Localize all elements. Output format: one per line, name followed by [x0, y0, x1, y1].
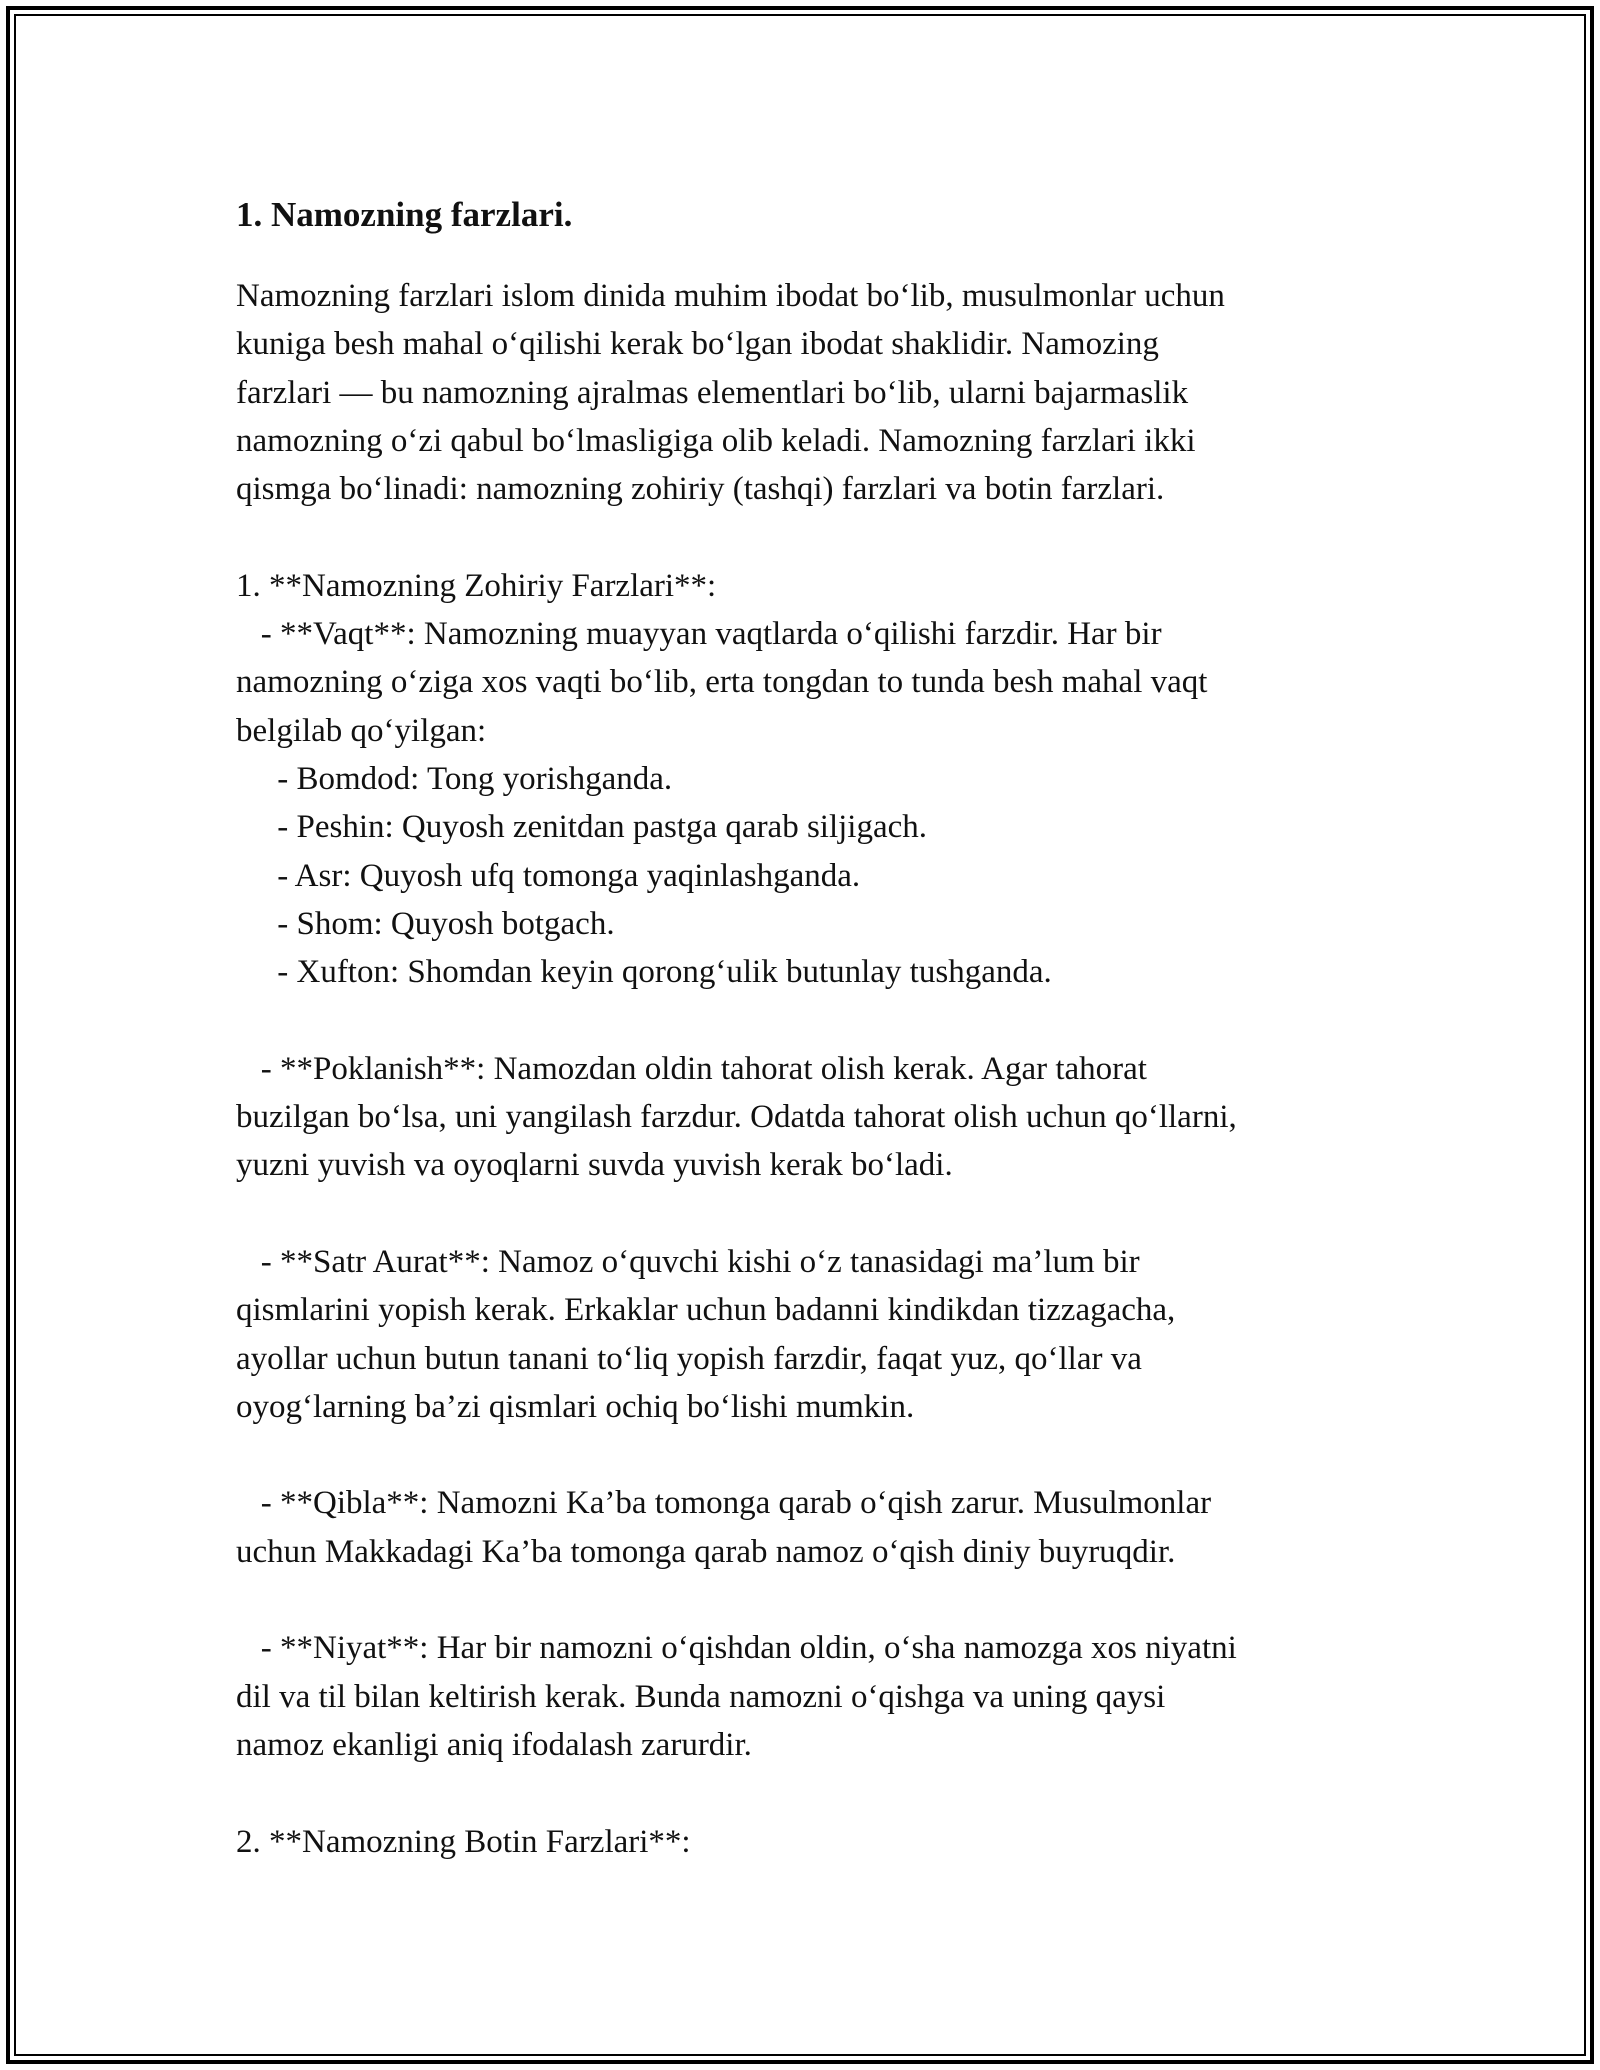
text-line: - **Qibla**: Namozni Ka’ba tomonga qarab o‘qish zarur. Musulmonlar	[236, 1485, 1212, 1522]
text-line: - Peshin: Quyosh zenitdan pastga qarab siljigach.	[236, 809, 928, 846]
text-line: kuniga besh mahal o‘qilishi kerak bo‘lgan ibodat shaklidir. Namozing	[236, 326, 1159, 363]
text-line: - Shom: Quyosh botgach.	[236, 905, 615, 942]
text-line: buzilgan bo‘lsa, uni yangilash farzdur. Odatda tahorat olish uchun qo‘llarni,	[236, 1099, 1237, 1136]
blank-line	[236, 513, 1376, 561]
text-line: namozning o‘ziga xos vaqti bo‘lib, erta tongdan to tunda besh mahal vaqt	[236, 664, 1208, 701]
text-line: namozning o‘zi qabul bo‘lmasligiga olib keladi. Namozning farzlari ikki	[236, 422, 1196, 459]
text-line: - **Poklanish**: Namozdan oldin tahorat olish kerak. Agar tahorat	[236, 1050, 1147, 1087]
blank-line	[236, 996, 1376, 1044]
document-page	[236, 185, 1376, 1866]
document-body	[236, 272, 1376, 1866]
document-heading: 1. Namozning farzlari.	[236, 195, 573, 234]
text-line: - Asr: Quyosh ufq tomonga yaqinlashganda.	[236, 857, 861, 894]
text-line: ayollar uchun butun tanani to‘liq yopish farzdir, faqat yuz, qo‘llar va	[236, 1340, 1142, 1377]
text-line: - **Niyat**: Har bir namozni o‘qishdan oldin, o‘sha namozga xos niyatni	[236, 1630, 1237, 1667]
text-line: uchun Makkadagi Ka’ba tomonga qarab namoz o‘qish diniy buyruqdir.	[236, 1533, 1176, 1570]
text-line: 1. **Namozning Zohiriy Farzlari**:	[236, 567, 717, 604]
text-line: namoz ekanligi aniq ifodalash zarurdir.	[236, 1726, 752, 1763]
text-line: oyog‘larning ba’zi qismlari ochiq bo‘lishi mumkin.	[236, 1388, 915, 1425]
text-line: - Xufton: Shomdan keyin qorong‘ulik butunlay tushganda.	[236, 954, 1052, 991]
text-line: - **Vaqt**: Namozning muayyan vaqtlarda o‘qilishi farzdir. Har bir	[236, 616, 1162, 653]
text-line: qismga bo‘linadi: namozning zohiriy (tashqi) farzlari va botin farzlari.	[236, 471, 1165, 508]
blank-line	[236, 1190, 1376, 1238]
text-line: - **Satr Aurat**: Namoz o‘quvchi kishi o‘z tanasidagi ma’lum bir	[236, 1243, 1140, 1280]
text-line: qismlarini yopish kerak. Erkaklar uchun badanni kindikdan tizzagacha,	[236, 1292, 1176, 1329]
text-line: dil va til bilan keltirish kerak. Bunda namozni o‘qishga va uning qaysi	[236, 1678, 1166, 1715]
blank-line	[236, 1769, 1376, 1817]
text-line: Namozning farzlari islom dinida muhim ibodat bo‘lib, musulmonlar uchun	[236, 278, 1225, 314]
text-line: yuzni yuvish va oyoqlarni suvda yuvish kerak bo‘ladi.	[236, 1147, 953, 1184]
blank-line	[236, 1576, 1376, 1624]
text-line: 2. **Namozning Botin Farzlari**:	[236, 1823, 691, 1860]
text-line: - Bomdod: Tong yorishganda.	[236, 760, 673, 797]
text-line: farzlari — bu namozning ajralmas elementlari bo‘lib, ularni bajarmaslik	[236, 374, 1189, 411]
blank-line	[236, 1431, 1376, 1479]
text-line: belgilab qo‘yilgan:	[236, 712, 487, 749]
